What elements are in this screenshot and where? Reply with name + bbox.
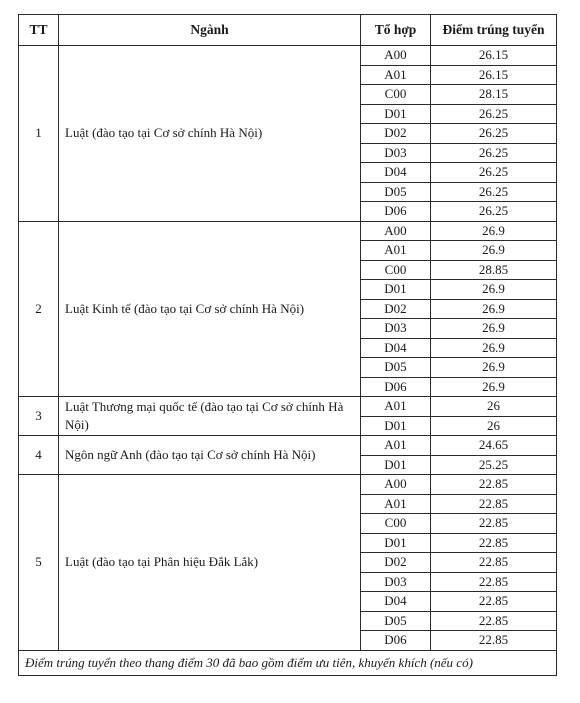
table-row [19, 475, 557, 495]
footnote: Điểm trúng tuyển theo thang điểm 30 đã bao gồm điểm ưu tiên, khuyến khích (nếu có) [19, 650, 557, 675]
major-name-cell: Luật (đào tạo tại Cơ sở chính Hà Nội) [59, 46, 361, 222]
subject-combo-cell: D01 [361, 416, 431, 436]
admission-score-cell: 26 [431, 416, 557, 436]
document-page [18, 14, 556, 676]
subject-combo-cell: D04 [361, 163, 431, 183]
subject-combo-cell: D02 [361, 299, 431, 319]
subject-combo-cell: D02 [361, 124, 431, 144]
table-row [19, 436, 557, 456]
subject-combo-cell: D06 [361, 631, 431, 651]
table-body [19, 46, 557, 651]
header-score: Điểm trúng tuyển [431, 15, 557, 46]
subject-combo-cell: A00 [361, 475, 431, 495]
subject-combo-cell: D05 [361, 358, 431, 378]
admission-score-cell: 26.9 [431, 338, 557, 358]
subject-combo-cell: D06 [361, 377, 431, 397]
subject-combo-cell: A00 [361, 46, 431, 66]
header-tt: TT [19, 15, 59, 46]
subject-combo-cell: C00 [361, 514, 431, 534]
major-name-cell: Luật (đào tạo tại Phân hiệu Đắk Lắk) [59, 475, 361, 651]
admission-score-cell: 28.15 [431, 85, 557, 105]
admission-score-table [18, 14, 557, 676]
admission-score-cell: 26.9 [431, 299, 557, 319]
admission-score-cell: 26 [431, 397, 557, 417]
subject-combo-cell: D03 [361, 572, 431, 592]
admission-score-cell: 25.25 [431, 455, 557, 475]
subject-combo-cell: A01 [361, 494, 431, 514]
subject-combo-cell: D04 [361, 338, 431, 358]
admission-score-cell: 26.9 [431, 241, 557, 261]
row-number-cell: 1 [19, 46, 59, 222]
subject-combo-cell: A01 [361, 397, 431, 417]
subject-combo-cell: D04 [361, 592, 431, 612]
admission-score-cell: 22.85 [431, 592, 557, 612]
subject-combo-cell: A01 [361, 436, 431, 456]
admission-score-cell: 26.9 [431, 221, 557, 241]
admission-score-cell: 22.85 [431, 553, 557, 573]
table-row [19, 46, 557, 66]
admission-score-cell: 24.65 [431, 436, 557, 456]
row-number-cell: 3 [19, 397, 59, 436]
subject-combo-cell: D01 [361, 280, 431, 300]
admission-score-cell: 22.85 [431, 572, 557, 592]
header-row [19, 15, 557, 46]
subject-combo-cell: D05 [361, 611, 431, 631]
admission-score-cell: 22.85 [431, 631, 557, 651]
subject-combo-cell: D02 [361, 553, 431, 573]
major-name-cell: Ngôn ngữ Anh (đào tạo tại Cơ sở chính Hà Nội) [59, 436, 361, 475]
admission-score-cell: 26.25 [431, 104, 557, 124]
subject-combo-cell: D01 [361, 104, 431, 124]
header-major: Ngành [59, 15, 361, 46]
subject-combo-cell: A01 [361, 65, 431, 85]
admission-score-cell: 22.85 [431, 494, 557, 514]
admission-score-cell: 28.85 [431, 260, 557, 280]
admission-score-cell: 22.85 [431, 475, 557, 495]
admission-score-cell: 26.25 [431, 143, 557, 163]
header-combo: Tổ hợp [361, 15, 431, 46]
subject-combo-cell: C00 [361, 85, 431, 105]
row-number-cell: 4 [19, 436, 59, 475]
admission-score-cell: 26.9 [431, 377, 557, 397]
subject-combo-cell: D01 [361, 533, 431, 553]
admission-score-cell: 26.25 [431, 202, 557, 222]
admission-score-cell: 26.15 [431, 65, 557, 85]
row-number-cell: 2 [19, 221, 59, 397]
subject-combo-cell: D03 [361, 319, 431, 339]
admission-score-cell: 26.9 [431, 280, 557, 300]
subject-combo-cell: D01 [361, 455, 431, 475]
table-row [19, 221, 557, 241]
subject-combo-cell: A00 [361, 221, 431, 241]
subject-combo-cell: A01 [361, 241, 431, 261]
admission-score-cell: 26.15 [431, 46, 557, 66]
footnote-row [19, 650, 557, 675]
admission-score-cell: 26.9 [431, 358, 557, 378]
admission-score-cell: 26.25 [431, 124, 557, 144]
major-name-cell: Luật Thương mại quốc tế (đào tạo tại Cơ sở chính Hà Nội) [59, 397, 361, 436]
admission-score-cell: 22.85 [431, 514, 557, 534]
subject-combo-cell: C00 [361, 260, 431, 280]
subject-combo-cell: D03 [361, 143, 431, 163]
admission-score-cell: 26.25 [431, 163, 557, 183]
major-name-cell: Luật Kinh tế (đào tạo tại Cơ sở chính Hà Nội) [59, 221, 361, 397]
subject-combo-cell: D05 [361, 182, 431, 202]
row-number-cell: 5 [19, 475, 59, 651]
admission-score-cell: 22.85 [431, 611, 557, 631]
admission-score-cell: 22.85 [431, 533, 557, 553]
subject-combo-cell: D06 [361, 202, 431, 222]
admission-score-cell: 26.25 [431, 182, 557, 202]
table-row [19, 397, 557, 417]
admission-score-cell: 26.9 [431, 319, 557, 339]
